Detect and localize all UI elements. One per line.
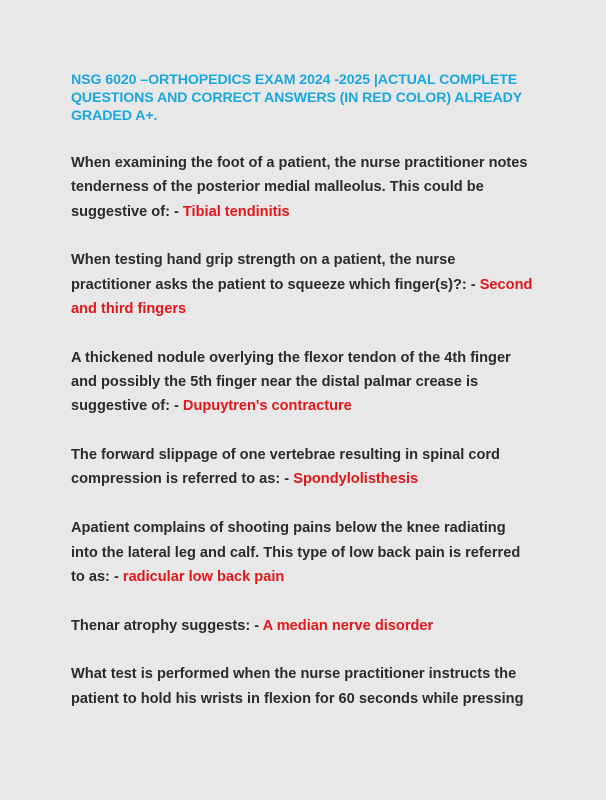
qa-item-2 [71,248,536,321]
question-text: When testing hand grip strength on a patient, the nurse practitioner asks the patient to squeeze which finger(s)?: - [71,252,480,293]
document-title: NSG 6020 –ORTHOPEDICS EXAM 2024 -2025 |ACTUAL COMPLETE QUESTIONS AND CORRECT ANSWERS (IN RED COLOR) ALREADY GRADED A+. [71,72,522,124]
qa-item-1 [71,151,536,224]
question-text: Apatient complains of shooting pains below the knee radiating into the lateral leg and calf. This type of low back pain is referred to as: - [71,520,521,585]
answer-text: radicular low back pain [122,568,285,585]
answer-text: Spondylolisthesis [293,471,419,488]
answer-text: Second and third fingers [71,276,533,317]
question-text: A thickened nodule overlying the flexor tendon of the 4th finger and possibly the 5th finger near the distal palmar crease is suggestive of: - [71,349,511,415]
answer-text: Tibial tendinitis [182,203,290,220]
qa-item-4 [71,443,536,492]
question-text: When examining the foot of a patient, the nurse practitioner notes tenderness of the posterior medial malleolus. This could be suggestive of: - [71,155,528,220]
question-text: The forward slippage of one vertebrae resulting in spinal cord compression is referred to as: - [71,447,500,488]
answer-text: Dupuytren's contracture [182,398,352,415]
question-text: Thenar atrophy suggests: - [71,617,263,634]
qa-item-5 [71,516,536,589]
answer-text: A median nerve disorder [262,617,434,634]
qa-item-3 [71,346,536,419]
qa-item-7 [71,662,536,711]
question-text: What test is performed when the nurse practitioner instructs the patient to hold his wrists in flexion for 60 seconds while pressing [71,666,524,707]
qa-item-6 [71,614,536,638]
